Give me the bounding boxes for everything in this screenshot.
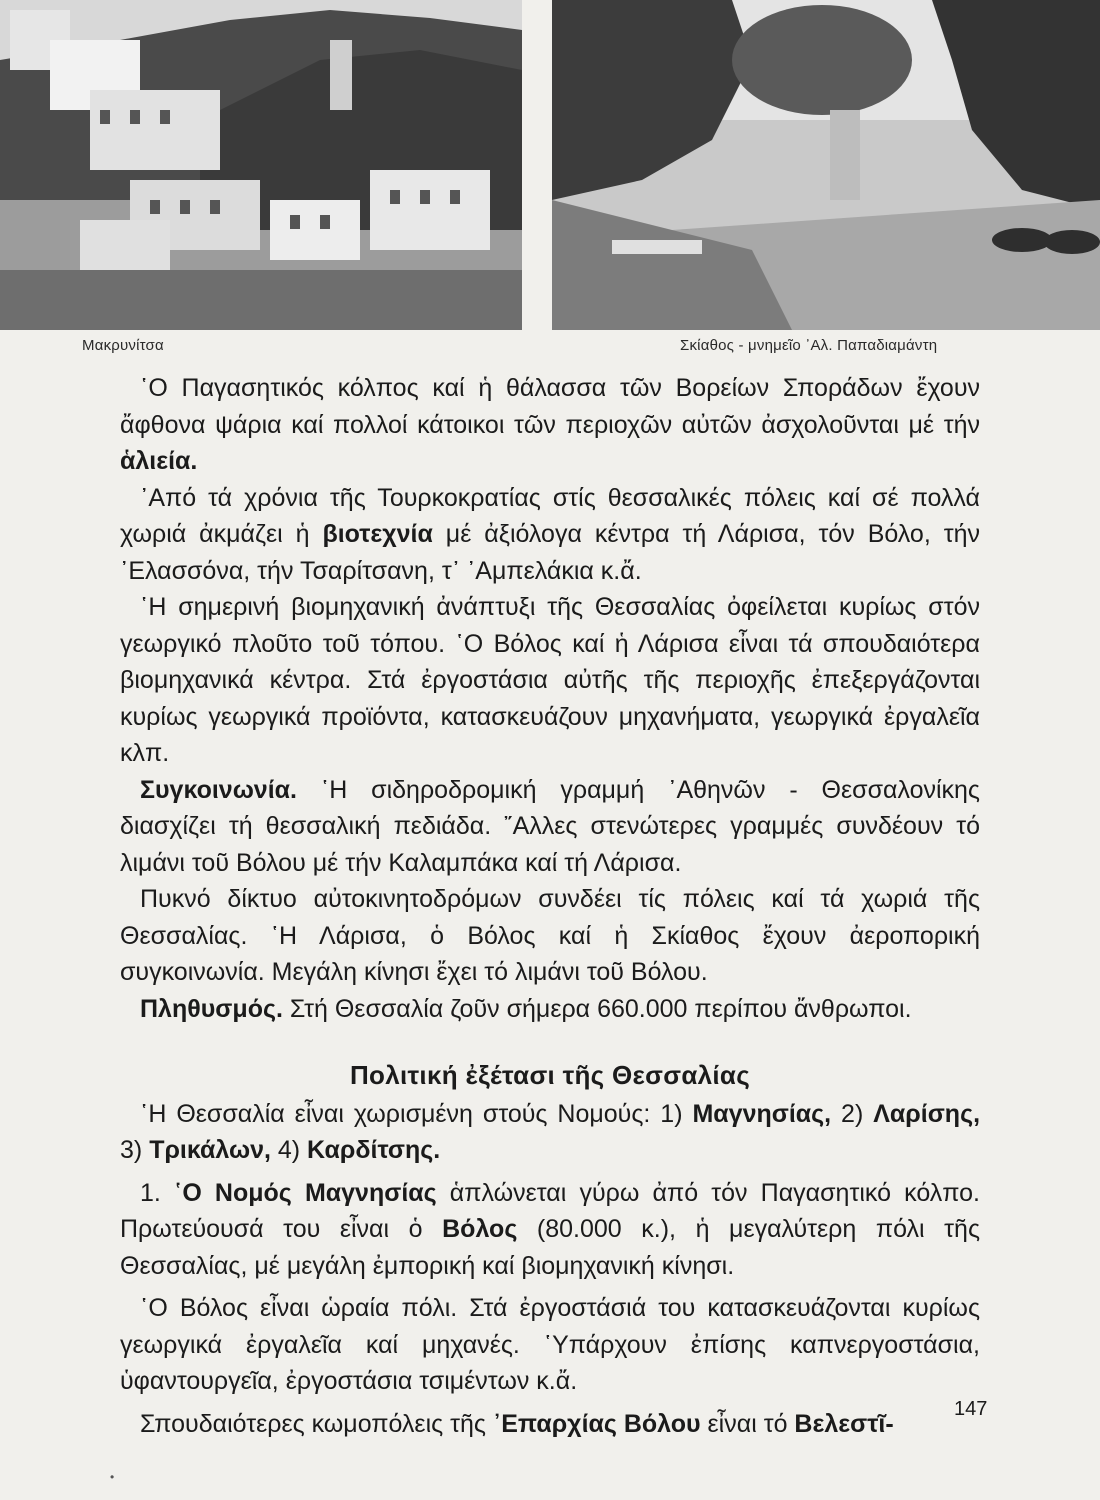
margin-mark: • [110,1470,115,1484]
paragraph-industry: ῾Η σημερινή βιομηχανική ἀνάπτυξι τῆς Θεσσαλίας ὀφείλεται κυρίως στόν γεωργικό πλοῦτο τοῦ τόπου. ῾Ο Βόλος καί ἡ Λάρισα εἶναι τά σπουδαιότερα βιομηχανικά κέντρα. Στά ἐργοστάσια αὐτῆς τῆς περιοχῆς ἐπεξεργάζονται κυρίως γεωργικά προϊόντα, κατασκευάζουν μηχανήματα, γεωργικά ἐργαλεῖα κλπ. [120,593,980,767]
paragraph-volos: ῾Ο Βόλος εἶναι ὡραία πόλι. Στά ἐργοστάσιά του κατασκευάζονται κυρίως γεωργικά ἐργαλεῖα καί μηχανές. ῾Υπάρχουν ἐπίσης καπνεργοστάσια, ὑφαντουργεῖα, ἐργοστάσια τσιμέντων κ.ἄ. [120,1294,980,1395]
paragraph-transport: Συγκοινωνία. ῾Η σιδηροδρομική γραμμή ᾿Αθηνῶν - Θεσσαλονίκης διασχίζει τή θεσσαλική πεδιάδα. ῎Αλλες στενώτερες γραμμές συνδέουν τό λιμάνι τοῦ Βόλου μέ τήν Καλαμπάκα καί τή Λάρισα. [120,775,980,877]
paragraph-prefectures: ῾Η Θεσσαλία εἶναι χωρισμένη στούς Νομούς: 1) Μαγνησίας, 2) Λαρίσης, 3) Τρικάλων, 4) Καρδίτσης. [120,1099,981,1164]
photo-caption-left: Μακρυνίτσα [82,337,164,354]
paragraph-population: Πληθυσμός. Στή Θεσσαλία ζοῦν σήμερα 660.000 περίπου ἄνθρωποι. [140,994,912,1023]
photo-makrynitsa [0,0,522,330]
photo-skiathos-monument [552,0,1100,330]
paragraph-magnesia: 1. ῾Ο Νομός Μαγνησίας ἁπλώνεται γύρω ἀπό τόν Παγασητικό κόλπο. Πρωτεύουσά του εἶναι ὁ Βόλος (80.000 κ.), ἡ μεγαλύτερη πόλι τῆς Θεσσαλίας, μέ μεγάλη ἐμπορική καί βιομηχανική κίνησι. [120,1178,980,1280]
paragraph-towns: Σπουδαιότερες κωμοπόλεις τῆς ᾿Επαρχίας Βόλου εἶναι τό Βελεστῖ- [140,1409,894,1438]
paragraph-roads: Πυκνό δίκτυο αὐτοκινητοδρόμων συνδέει τίς πόλεις καί τά χωριά τῆς Θεσσαλίας. ῾Η Λάρισα, ὁ Βόλος καί ἡ Σκίαθος ἔχουν ἀεροπορική συγκοινωνία. Μεγάλη κίνησι ἔχει τό λιμάνι τοῦ Βόλου. [120,885,980,986]
paragraph-fishing: ῾Ο Παγασητικός κόλπος καί ἡ θάλασσα τῶν Βορείων Σποράδων ἔχουν ἄφθονα ψάρια καί πολλοί κάτοικοι τῶν περιοχῶν αὐτῶν ἀσχολοῦνται μέ τήν ἁλιεία. [120,374,980,475]
section-heading: Πολιτική ἐξέτασι τῆς Θεσσαλίας [349,1060,751,1090]
photo-caption-right: Σκίαθος - μνημεῖο ᾿Αλ. Παπαδιαμάντη [680,337,938,354]
page-number: 147 [954,1398,988,1420]
page-body [120,370,980,1442]
paragraph-crafts: ᾿Από τά χρόνια τῆς Τουρκοκρατίας στίς θεσσαλικές πόλεις καί σέ πολλά χωριά ἀκμάζει ἡ βιοτεχνία μέ ἀξιόλογα κέντρα τή Λάρισα, τόν Βόλο, τήν ᾿Ελασσόνα, τήν Τσαρίτσανη, τ᾿ ᾿Αμπελάκια κ.ἄ. [120,483,980,585]
